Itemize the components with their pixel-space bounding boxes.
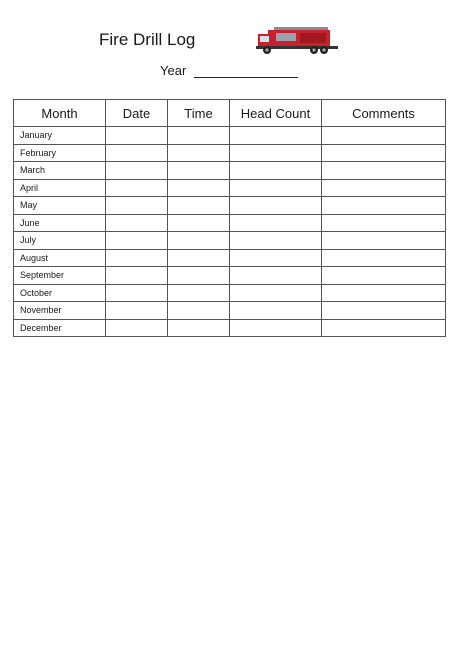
comments-cell[interactable] — [322, 267, 446, 285]
column-header: Date — [106, 100, 168, 127]
comments-cell[interactable] — [322, 284, 446, 302]
comments-cell[interactable] — [322, 144, 446, 162]
month-cell: September — [14, 267, 106, 285]
month-cell: March — [14, 162, 106, 180]
comments-cell[interactable] — [322, 249, 446, 267]
column-header: Head Count — [230, 100, 322, 127]
date-cell[interactable] — [106, 284, 168, 302]
time-cell[interactable] — [168, 302, 230, 320]
month-cell: August — [14, 249, 106, 267]
table-row — [14, 179, 446, 197]
date-cell[interactable] — [106, 214, 168, 232]
comments-cell[interactable] — [322, 319, 446, 337]
table-body — [14, 127, 446, 337]
date-cell[interactable] — [106, 249, 168, 267]
date-cell[interactable] — [106, 197, 168, 215]
month-cell: October — [14, 284, 106, 302]
comments-cell[interactable] — [322, 179, 446, 197]
date-cell[interactable] — [106, 179, 168, 197]
table-row — [14, 302, 446, 320]
table-row — [14, 319, 446, 337]
date-cell[interactable] — [106, 144, 168, 162]
month-cell: December — [14, 319, 106, 337]
year-field[interactable] — [160, 63, 298, 78]
comments-cell[interactable] — [322, 302, 446, 320]
date-cell[interactable] — [106, 162, 168, 180]
date-cell[interactable] — [106, 232, 168, 250]
head-count-cell[interactable] — [230, 179, 322, 197]
column-header: Month — [14, 100, 106, 127]
column-header: Time — [168, 100, 230, 127]
date-cell[interactable] — [106, 302, 168, 320]
comments-cell[interactable] — [322, 162, 446, 180]
comments-cell[interactable] — [322, 232, 446, 250]
head-count-cell[interactable] — [230, 319, 322, 337]
date-cell[interactable] — [106, 127, 168, 145]
year-label: Year — [160, 63, 187, 78]
time-cell[interactable] — [168, 127, 230, 145]
column-header: Comments — [322, 100, 446, 127]
table-row — [14, 232, 446, 250]
year-blank-line[interactable] — [194, 65, 298, 78]
date-cell[interactable] — [106, 319, 168, 337]
table-row — [14, 267, 446, 285]
page-title: Fire Drill Log — [99, 30, 196, 49]
comments-cell[interactable] — [322, 197, 446, 215]
head-count-cell[interactable] — [230, 197, 322, 215]
head-count-cell[interactable] — [230, 249, 322, 267]
head-count-cell[interactable] — [230, 144, 322, 162]
head-count-cell[interactable] — [230, 267, 322, 285]
head-count-cell[interactable] — [230, 232, 322, 250]
fire-drill-table — [13, 99, 446, 337]
time-cell[interactable] — [168, 267, 230, 285]
table-row — [14, 127, 446, 145]
month-cell: April — [14, 179, 106, 197]
head-count-cell[interactable] — [230, 127, 322, 145]
time-cell[interactable] — [168, 214, 230, 232]
table-row — [14, 144, 446, 162]
table-row — [14, 162, 446, 180]
table-row — [14, 249, 446, 267]
head-count-cell[interactable] — [230, 302, 322, 320]
comments-cell[interactable] — [322, 214, 446, 232]
comments-cell[interactable] — [322, 127, 446, 145]
time-cell[interactable] — [168, 179, 230, 197]
month-cell: June — [14, 214, 106, 232]
month-cell: July — [14, 232, 106, 250]
table-row — [14, 284, 446, 302]
table-row — [14, 197, 446, 215]
month-cell: May — [14, 197, 106, 215]
date-cell[interactable] — [106, 267, 168, 285]
time-cell[interactable] — [168, 162, 230, 180]
head-count-cell[interactable] — [230, 162, 322, 180]
time-cell[interactable] — [168, 249, 230, 267]
month-cell: November — [14, 302, 106, 320]
time-cell[interactable] — [168, 197, 230, 215]
month-cell: January — [14, 127, 106, 145]
head-count-cell[interactable] — [230, 214, 322, 232]
month-cell: February — [14, 144, 106, 162]
table-header-row — [14, 100, 446, 127]
time-cell[interactable] — [168, 232, 230, 250]
time-cell[interactable] — [168, 319, 230, 337]
time-cell[interactable] — [168, 284, 230, 302]
head-count-cell[interactable] — [230, 284, 322, 302]
time-cell[interactable] — [168, 144, 230, 162]
table-row — [14, 214, 446, 232]
fire-truck-icon — [254, 24, 342, 56]
